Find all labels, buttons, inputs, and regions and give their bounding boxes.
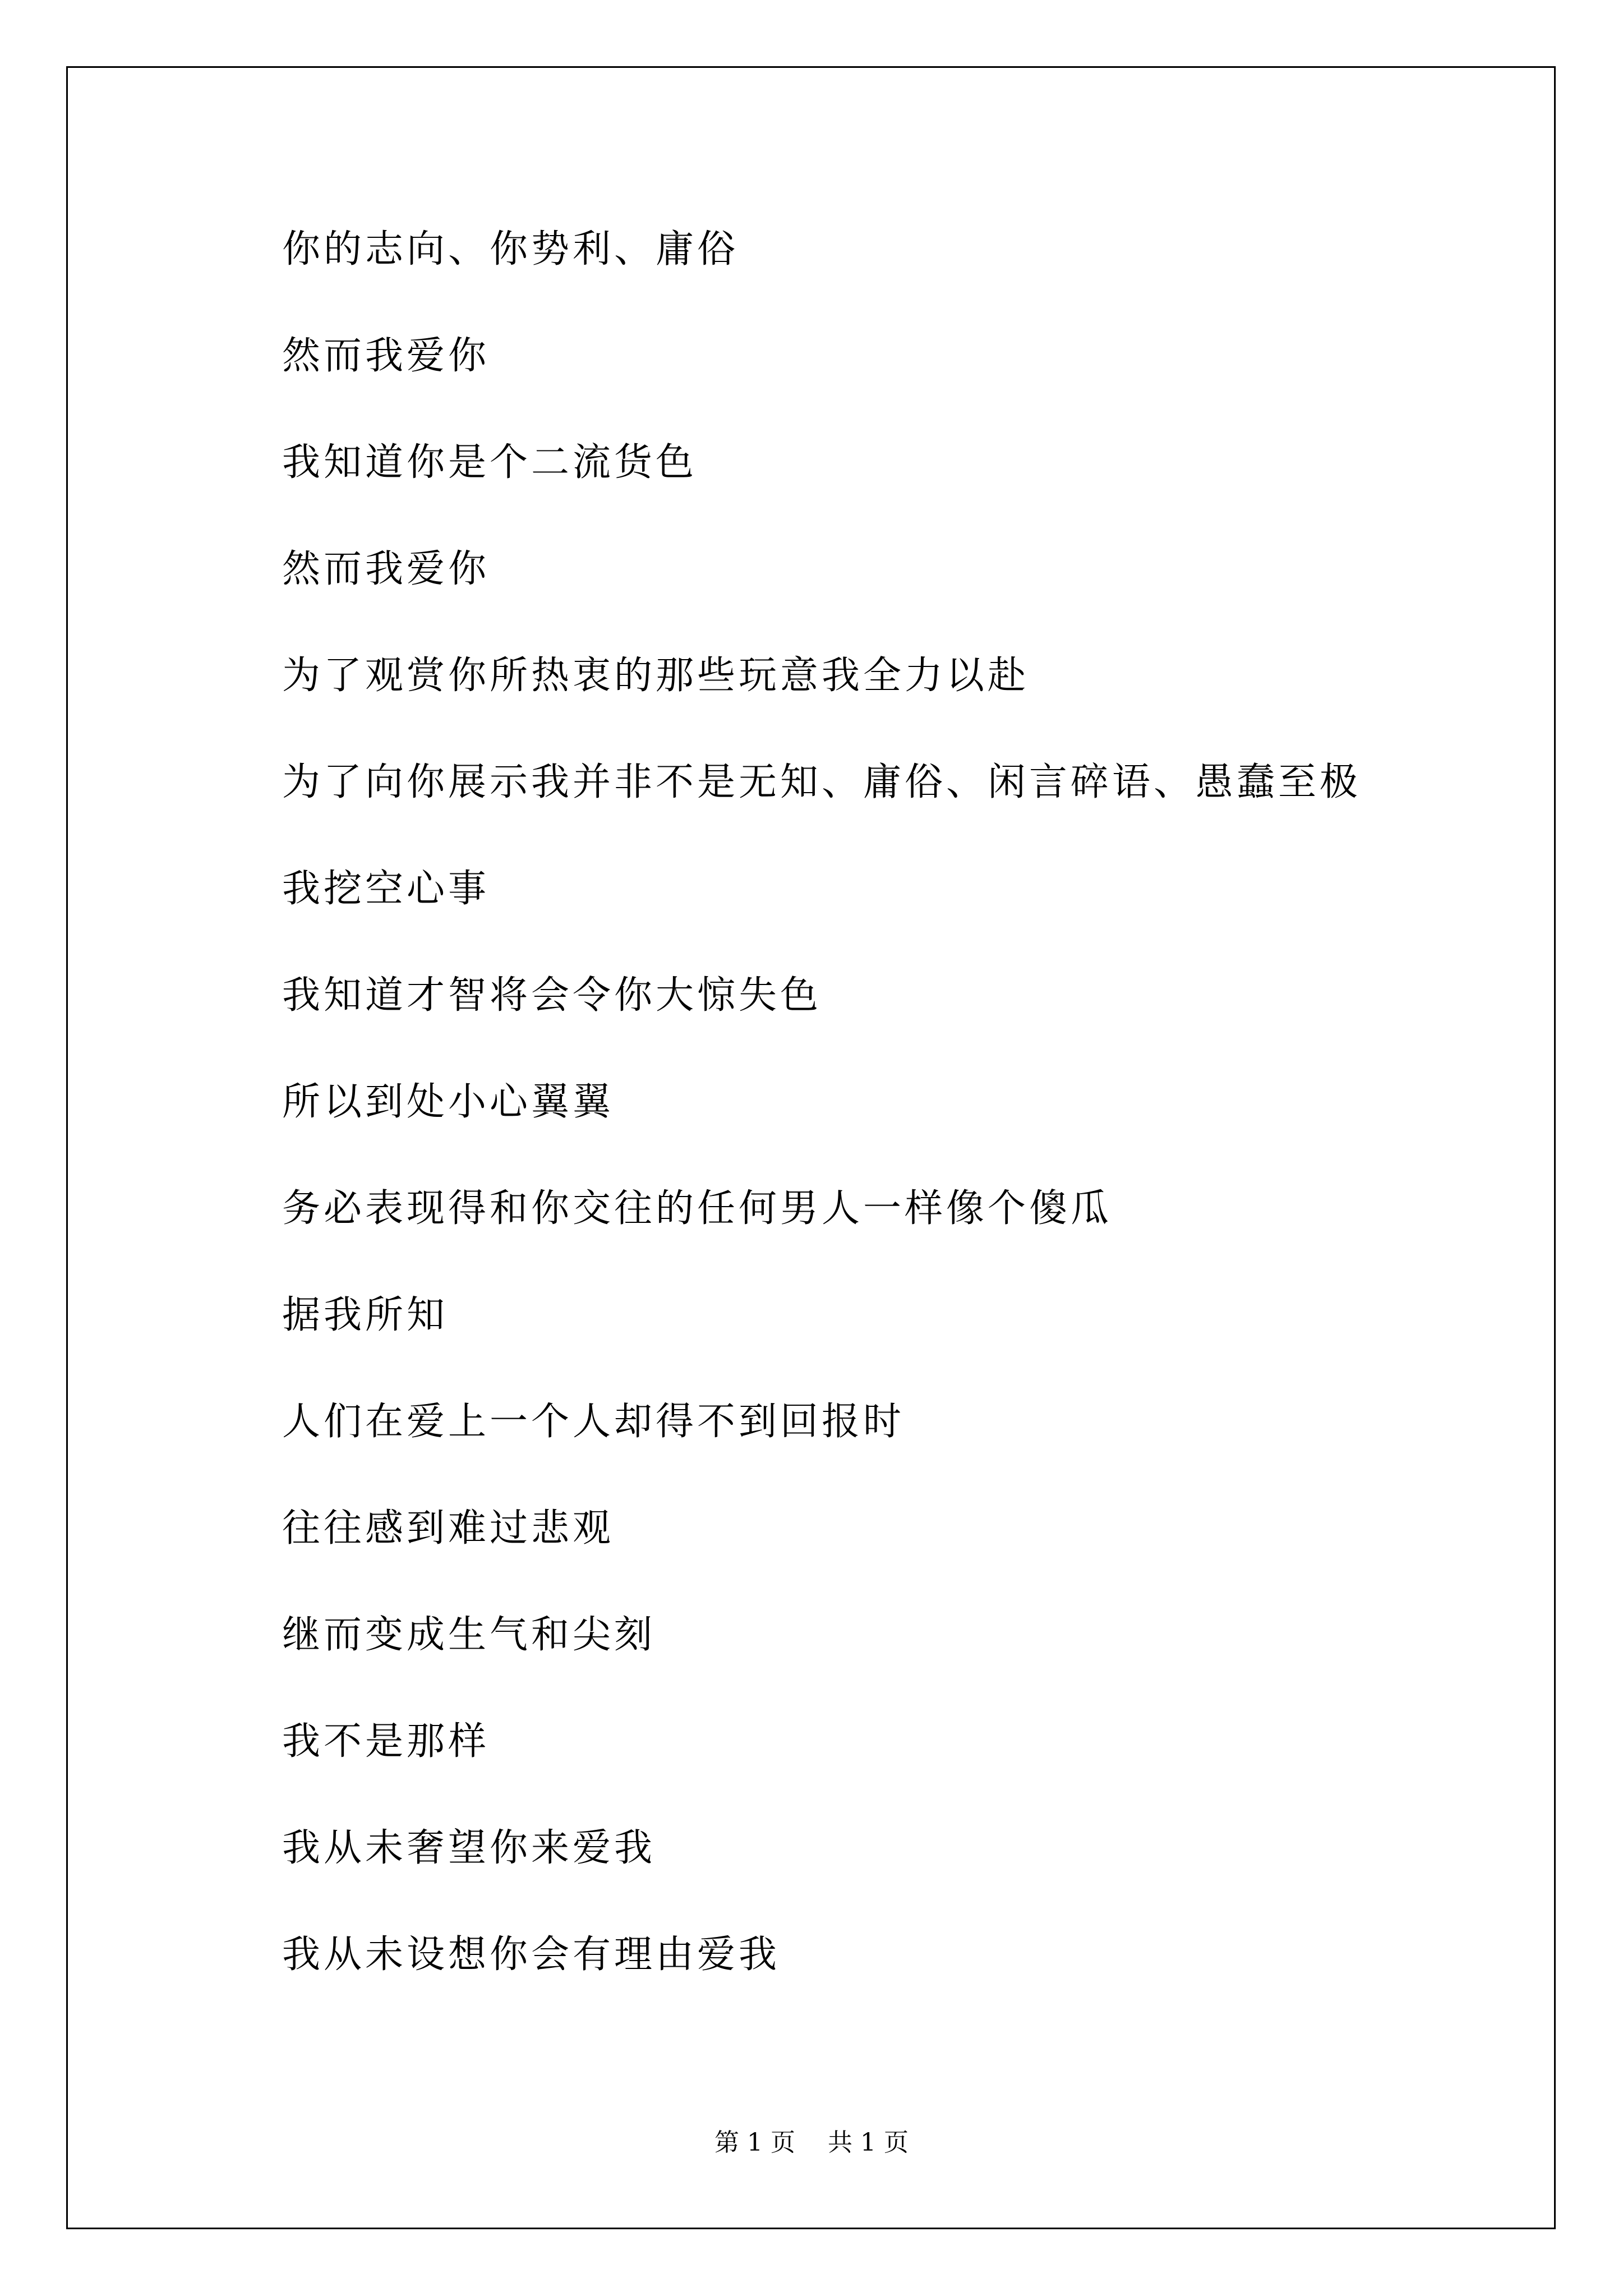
poem-line: 你的志向、你势利、庸俗	[282, 227, 739, 272]
poem-line: 我挖空心事	[282, 867, 490, 911]
poem-line: 人们在爱上一个人却得不到回报时	[282, 1400, 905, 1444]
poem-line: 然而我爱你	[282, 334, 490, 378]
poem-line: 我知道才智将会令你大惊失色	[282, 973, 822, 1018]
poem-line: 往往感到难过悲观	[282, 1506, 615, 1550]
poem-line: 然而我爱你	[282, 547, 490, 591]
page-footer	[0, 2126, 1623, 2160]
poem-line: 为了观赏你所热衷的那些玩意我全力以赴	[282, 654, 1030, 698]
poem-line: 继而变成生气和尖刻	[282, 1613, 656, 1657]
poem-line: 所以到处小心翼翼	[282, 1080, 615, 1124]
poem-line: 我知道你是个二流货色	[282, 440, 698, 485]
page-total: 共 1 页	[828, 2128, 909, 2157]
poem-line: 我从未奢望你来爱我	[282, 1826, 656, 1870]
poem-line: 据我所知	[282, 1293, 449, 1337]
poem-line: 我从未设想你会有理由爱我	[282, 1932, 781, 1977]
poem-line: 为了向你展示我并非不是无知、庸俗、闲言碎语、愚蠢至极	[282, 760, 1362, 804]
poem-line: 务必表现得和你交往的任何男人一样像个傻瓜	[282, 1186, 1113, 1231]
poem-line: 我不是那样	[282, 1719, 490, 1764]
poem-lines	[282, 216, 1361, 2028]
page-number: 第 1 页	[714, 2128, 795, 2157]
